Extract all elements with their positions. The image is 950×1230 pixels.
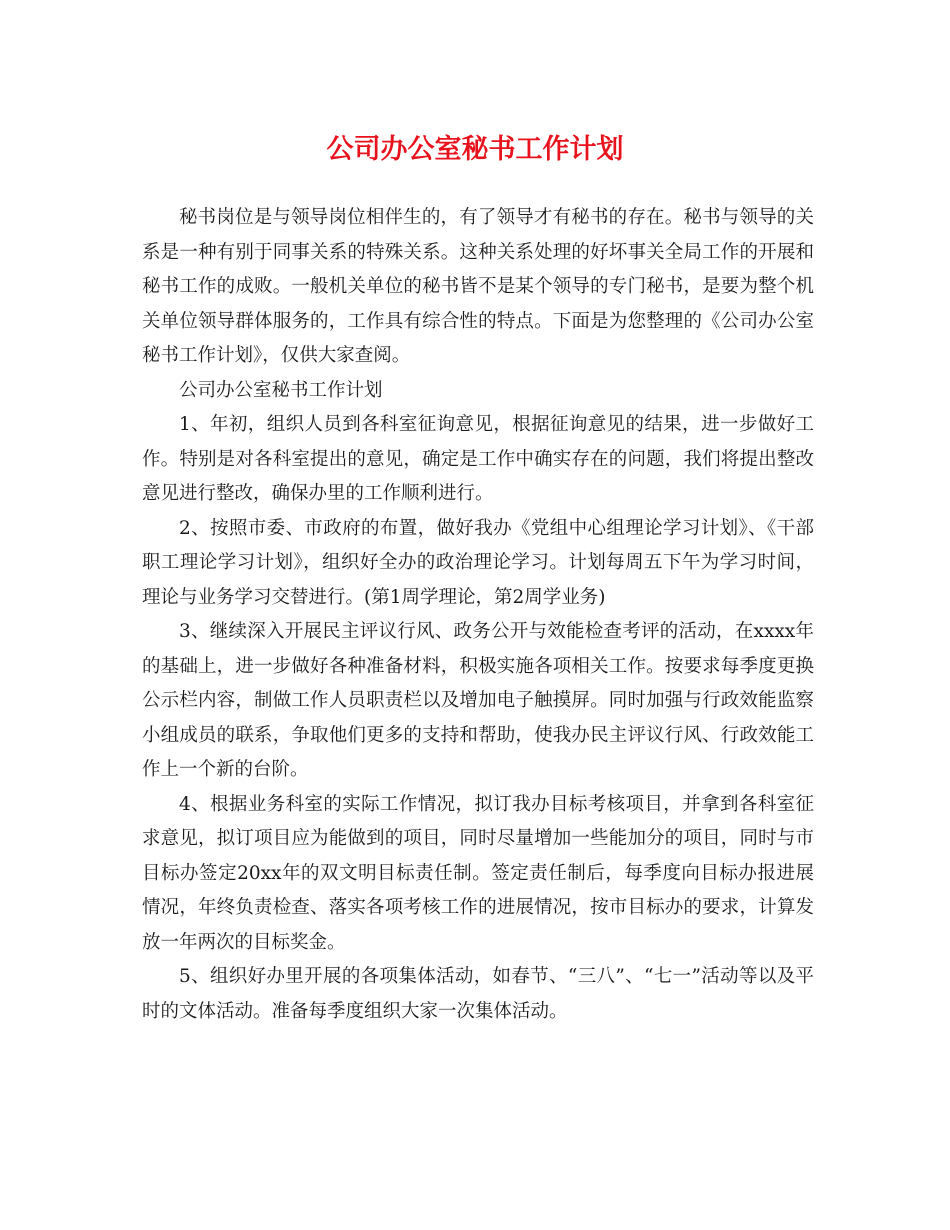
- plan-item-5: 5、组织好办里开展的各项集体活动，如春节、“三八”、“七一”活动等以及平时的文体活动。准备每季度组织大家一次集体活动。: [142, 966, 814, 1022]
- document-title: 公司办公室秘书工作计划: [326, 134, 624, 165]
- plan-item-3: 3、继续深入开展民主评议行风、政务公开与效能检查考评的活动，在xxxx年的基础上，进一步做好各种准备材料，积极实施各项相关工作。按要求每季度更换公示栏内容，制做工作人员职责栏以及增加电子触摸屏。同时加强与行政效能监察小组成员的联系，争取他们更多的支持和帮助，使我办民主评议行风、行政效能工作上一个新的台阶。: [142, 621, 814, 780]
- plan-item-2: 2、按照市委、市政府的布置，做好我办《党组中心组理论学习计划》、《干部职工理论学习计划》，组织好全办的政治理论学习。计划每周五下午为学习时间，理论与业务学习交替进行。(第1周学理论，第2周学业务): [142, 517, 814, 608]
- plan-item-4: 4、根据业务科室的实际工作情况，拟订我办目标考核项目，并拿到各科室征求意见，拟订项目应为能做到的项目，同时尽量增加一些能加分的项目，同时与市目标办签定20xx年的双文明目标责任制。签定责任制后，每季度向目标办报进展情况，年终负责检查、落实各项考核工作的进展情况，按市目标办的要求，计算发放一年两次的目标奖金。: [142, 793, 814, 953]
- document-body: [142, 201, 814, 1029]
- plan-item-1: 1、年初，组织人员到各科室征询意见，根据征询意见的结果，进一步做好工作。特别是对各科室提出的意见，确定是工作中确实存在的问题，我们将提出整改意见进行整改，确保办里的工作顺利进行。: [142, 414, 814, 504]
- intro-paragraph: 秘书岗位是与领导岗位相伴生的，有了领导才有秘书的存在。秘书与领导的关系是一种有别于同事关系的特殊关系。这种关系处理的好坏事关全局工作的开展和秘书工作的成败。一般机关单位的秘书皆不是某个领导的专门秘书，是要为整个机关单位领导群体服务的，工作具有综合性的特点。下面是为您整理的《公司办公室秘书工作计划》，仅供大家查阅。: [142, 207, 814, 366]
- section-heading: 公司办公室秘书工作计划: [179, 379, 383, 401]
